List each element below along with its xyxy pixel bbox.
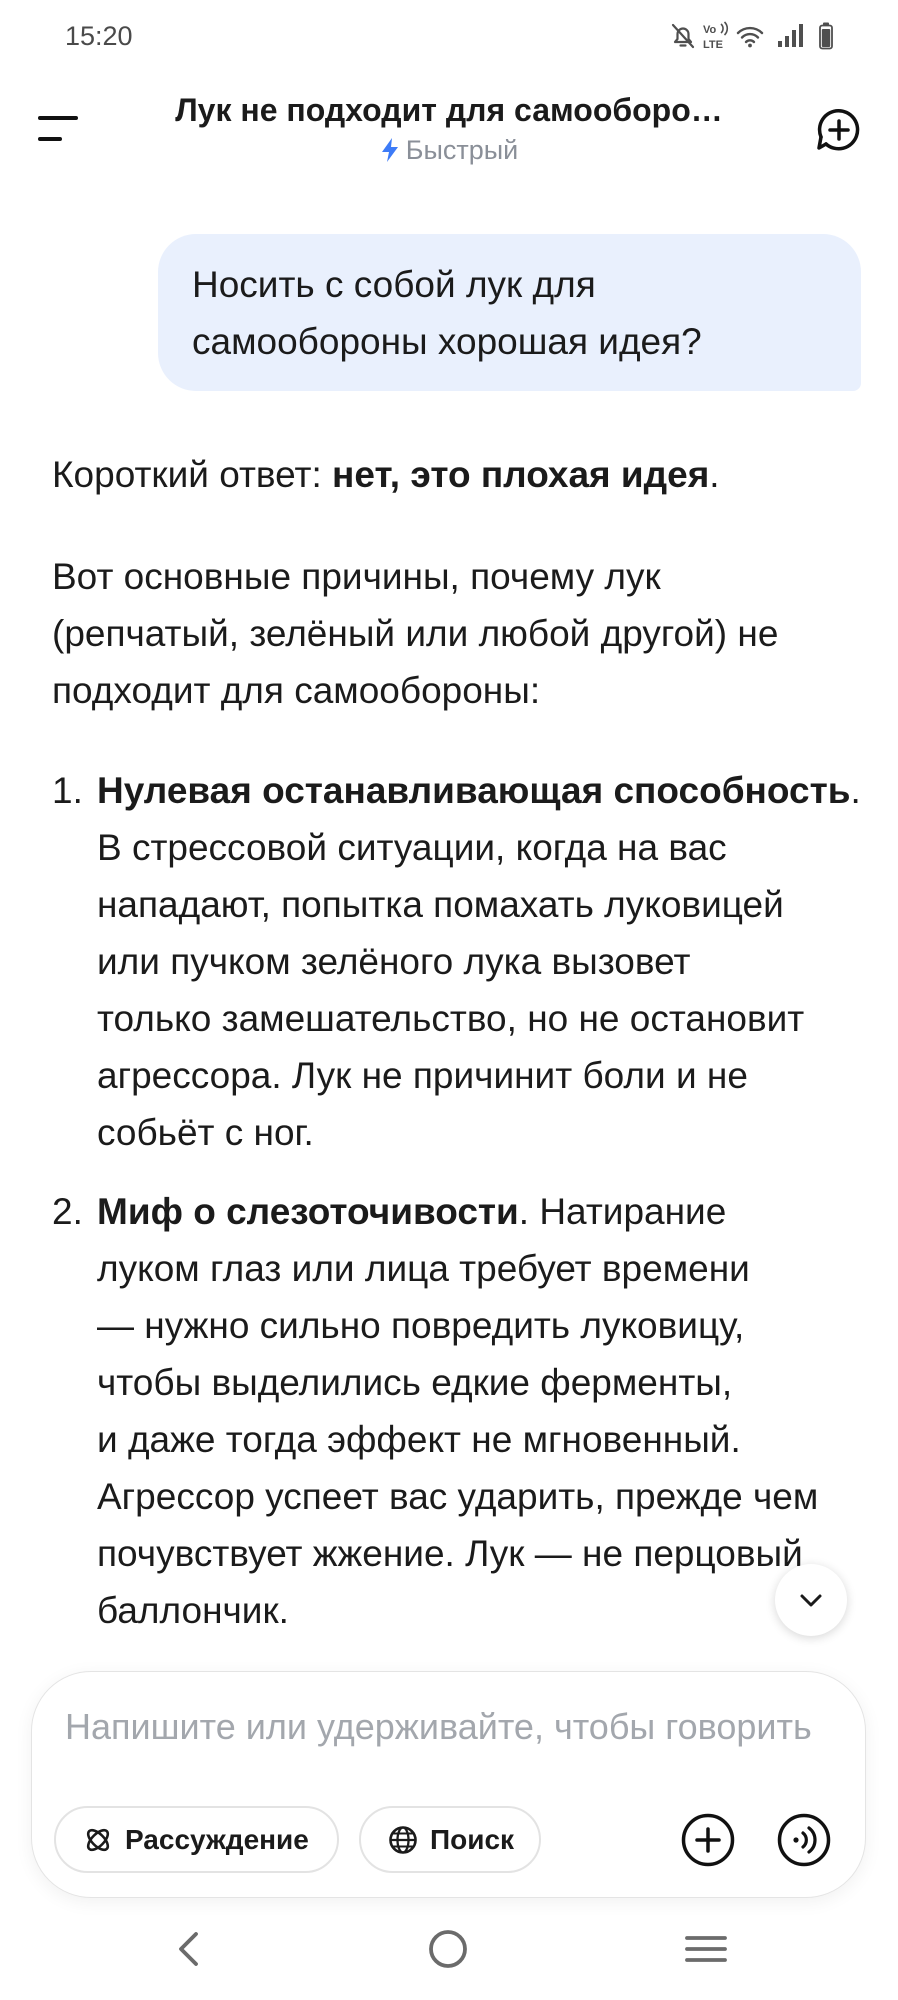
- answer-short: [52, 446, 720, 503]
- recent-apps-icon: [684, 1931, 728, 1967]
- chat-title: Лук не подходит для самооборо…: [175, 92, 723, 128]
- message-input[interactable]: [65, 1700, 855, 1754]
- answer-line: (репчатый, зелёный или любой другой) не: [52, 613, 779, 654]
- nav-back-button[interactable]: [172, 1927, 206, 1971]
- signal-icon: [776, 23, 804, 49]
- volte-bottom-label: LTE: [703, 39, 723, 51]
- user-message-text: Носить с собой лук для самообороны хорошая идея?: [192, 264, 702, 362]
- mode-label: Быстрый: [405, 135, 519, 165]
- list-item-title-tail: .: [850, 770, 861, 811]
- home-icon: [426, 1927, 470, 1971]
- scroll-down-button[interactable]: [775, 1564, 847, 1636]
- list-item-number: 2.: [52, 1191, 83, 1232]
- lightning-icon: [380, 137, 400, 163]
- reasoning-label: Рассуждение: [125, 1823, 309, 1855]
- answer-line: агрессора. Лук не причинит боли и не: [97, 1055, 748, 1096]
- search-label: Поиск: [430, 1823, 515, 1855]
- answer-line: подходит для самообороны:: [52, 670, 541, 711]
- answer-line: нападают, попытка помахать луковицей: [97, 884, 784, 925]
- model-mode-selector[interactable]: [0, 135, 898, 165]
- answer-line: баллончик.: [97, 1590, 289, 1631]
- answer-line: собьёт с ног.: [97, 1112, 314, 1153]
- answer-line: и даже тогда эффект не мгновенный.: [97, 1419, 741, 1460]
- volte-icon: [702, 21, 734, 51]
- wifi-icon: [735, 23, 765, 49]
- answer-short-prefix: Короткий ответ:: [52, 454, 333, 495]
- list-item: [52, 762, 861, 1161]
- battery-fill: [822, 29, 830, 47]
- user-message-bubble: [158, 234, 861, 391]
- answer-short-suffix: .: [709, 454, 720, 495]
- answer-line: Агрессор успеет вас ударить, прежде чем: [97, 1476, 819, 1517]
- list-item-title-tail: . Натирание: [518, 1191, 727, 1232]
- answer-line: только замешательство, но не остановит: [97, 998, 805, 1039]
- answer-line: луком глаз или лица требует времени: [97, 1248, 750, 1289]
- back-icon: [176, 1929, 202, 1969]
- list-item-body: [97, 762, 861, 1161]
- volte-top-label: Vo: [703, 24, 717, 36]
- new-chat-button[interactable]: [812, 104, 864, 156]
- voice-mode-icon: [776, 1812, 832, 1868]
- list-item-body: [97, 1183, 818, 1639]
- list-item-title-line: [97, 762, 861, 819]
- list-item: [52, 1183, 818, 1639]
- answer-line: — нужно сильно повредить луковицу,: [97, 1305, 745, 1346]
- answer-line: В стрессовой ситуации, когда на вас: [97, 827, 727, 868]
- answer-line: почувствует жжение. Лук — не перцовый: [97, 1533, 803, 1574]
- list-item-title: Миф о слезоточивости: [97, 1191, 519, 1232]
- globe-icon: [388, 1825, 418, 1855]
- composer: [31, 1671, 866, 1898]
- voice-mode-button[interactable]: [776, 1812, 832, 1868]
- answer-short-bold: нет, это плохая идея: [332, 454, 710, 495]
- reasoning-button[interactable]: [54, 1806, 339, 1873]
- add-attachment-button[interactable]: [680, 1812, 736, 1868]
- battery-icon: [819, 22, 833, 50]
- list-item-title-line: [97, 1183, 818, 1240]
- plus-circle-icon: [680, 1812, 736, 1868]
- reasoning-icon: [83, 1825, 113, 1855]
- answer-intro: [52, 548, 778, 719]
- answer-line: или пучком зелёного лука вызовет: [97, 941, 691, 982]
- list-item-number: 1.: [52, 770, 83, 811]
- new-chat-icon: [814, 106, 862, 154]
- search-button[interactable]: [359, 1806, 541, 1873]
- answer-line: Вот основные причины, почему лук: [52, 556, 661, 597]
- answer-line: чтобы выделились едкие ферменты,: [97, 1362, 733, 1403]
- nav-home-button[interactable]: [426, 1927, 470, 1971]
- chevron-down-icon: [793, 1582, 829, 1618]
- list-item-title: Нулевая останавливающая способность: [97, 770, 851, 811]
- nav-recent-apps-button[interactable]: [684, 1929, 728, 1969]
- mute-icon: [670, 22, 696, 50]
- status-time: 15:20: [65, 21, 133, 51]
